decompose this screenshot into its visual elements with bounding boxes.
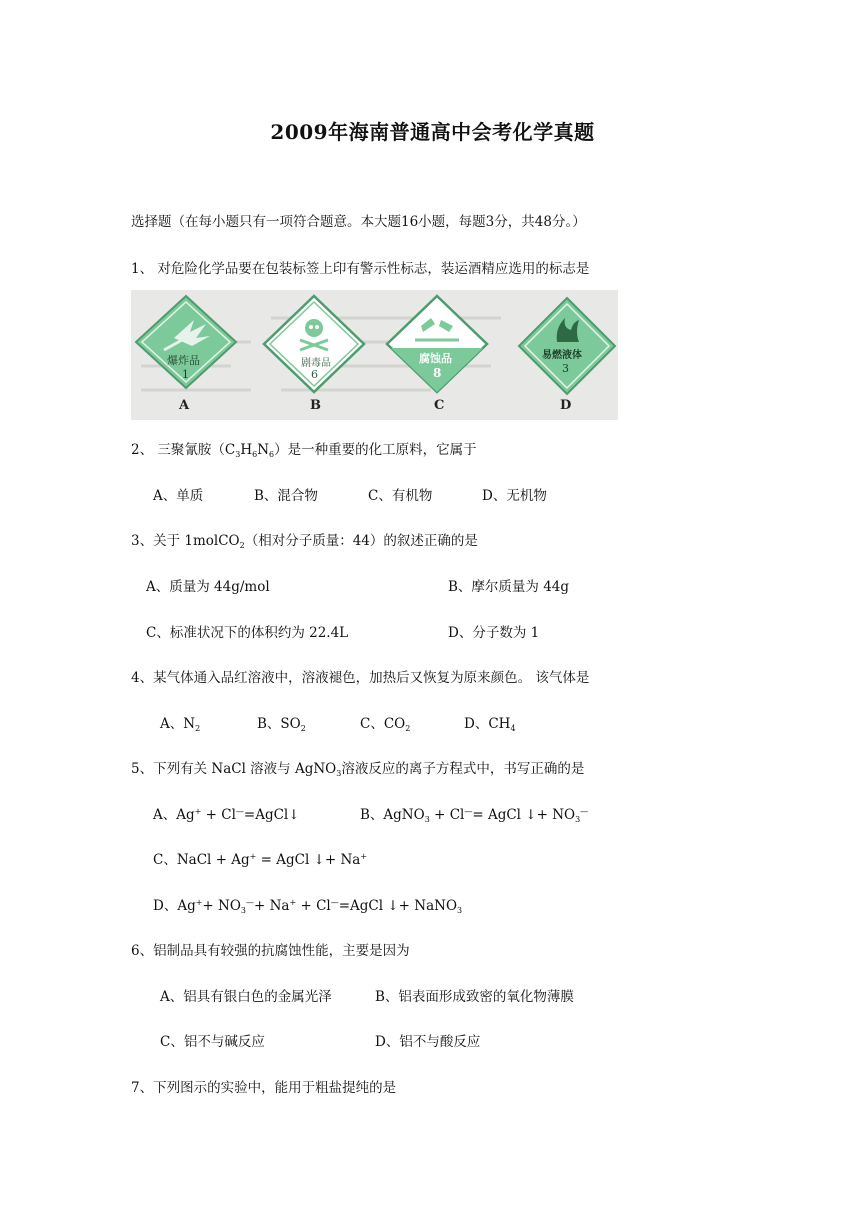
sign-c-letter: C bbox=[434, 398, 445, 413]
sign-a-letter: A bbox=[179, 398, 190, 413]
q4-option-a[interactable]: A、$N_2$ bbox=[160, 716, 201, 733]
q6-option-a[interactable]: A、铝具有银白色的金属光泽 bbox=[160, 989, 332, 1005]
sign-a-label: 爆炸品 bbox=[167, 354, 200, 367]
q5-option-b[interactable]: B、AgNO$_3$ + Cl—= AgCl ↓+ $NO_3^—$ bbox=[360, 807, 589, 824]
q4-option-d[interactable]: D、$CH_4$ bbox=[464, 716, 516, 733]
sign-c-class: 8 bbox=[433, 366, 442, 380]
q3-option-a[interactable]: A、质量为 44g/mol bbox=[146, 579, 270, 595]
q3-option-c[interactable]: C、标准状况下的体积约为 22.4L bbox=[146, 625, 349, 641]
section-intro: 选择题（在每小题只有一项符合题意。本大题16小题，每题3分，共48分。） bbox=[131, 214, 586, 230]
question-4-stem: 4、某气体通入品红溶液中，溶液褪色，加热后又恢复为原来颜色。 该气体是 bbox=[131, 670, 590, 686]
q2-option-a[interactable]: A、单质 bbox=[153, 488, 204, 504]
q3-option-d[interactable]: D、分子数为 1 bbox=[448, 625, 540, 641]
q5-option-d[interactable]: D、$Ag^++ NO_3^—+ Na^+$ + Cl—=AgCl ↓+ NaNO$_3$ bbox=[153, 898, 463, 915]
q6-option-d[interactable]: D、铝不与酸反应 bbox=[375, 1034, 481, 1050]
hazard-signs-figure bbox=[131, 290, 618, 420]
q2-option-d[interactable]: D、无机物 bbox=[482, 488, 547, 504]
q5-option-c[interactable]: C、NaCl + Ag+ = AgCl ↓+ Na+ bbox=[153, 852, 368, 868]
question-7-stem: 7、下列图示的实验中，能用于粗盐提纯的是 bbox=[131, 1080, 397, 1096]
q3-option-b[interactable]: B、摩尔质量为 44g bbox=[448, 579, 570, 595]
sign-d-letter: D bbox=[560, 398, 572, 413]
question-2-stem: 2、 三聚氰胺$(C_3H_6N_6)$是一种重要的化工原料，它属于 bbox=[131, 442, 477, 459]
sign-d-label: 易燃液体 bbox=[542, 350, 582, 361]
sign-c-label: 腐蚀品 bbox=[419, 352, 452, 365]
q5-option-a[interactable]: A、Ag+ + Cl—=AgCl↓ bbox=[153, 807, 300, 823]
q4-option-b[interactable]: B、$SO_2$ bbox=[257, 716, 306, 733]
q2-option-b[interactable]: B、混合物 bbox=[254, 488, 318, 504]
q4-option-c[interactable]: C、$CO_2$ bbox=[360, 716, 411, 733]
question-1-stem: 1、 对危险化学品要在包装标签上印有警示性标志，装运酒精应选用的标志是 bbox=[131, 261, 590, 277]
page-title: 2009年海南普通高中会考化学真题 bbox=[270, 120, 595, 144]
question-3-stem: 3、关于 1molCO$_2$（相对分子质量：44）的叙述正确的是 bbox=[131, 533, 478, 550]
question-6-stem: 6、铝制品具有较强的抗腐蚀性能，主要是因为 bbox=[131, 943, 410, 959]
q2-option-c[interactable]: C、有机物 bbox=[368, 488, 433, 504]
q6-option-b[interactable]: B、铝表面形成致密的氧化物薄膜 bbox=[375, 989, 574, 1005]
question-5-stem: 5、下列有关 NaCl 溶液与 AgNO$_3$溶液反应的离子方程式中，书写正确的是 bbox=[131, 761, 585, 778]
sign-b-label: 剧毒品 bbox=[301, 358, 331, 369]
q6-option-c[interactable]: C、铝不与碱反应 bbox=[160, 1034, 265, 1050]
sign-b-letter: B bbox=[310, 398, 321, 413]
sign-d-class: 3 bbox=[562, 362, 569, 375]
sign-b-class: 6 bbox=[311, 368, 318, 381]
sign-a-class: 1 bbox=[182, 368, 189, 381]
